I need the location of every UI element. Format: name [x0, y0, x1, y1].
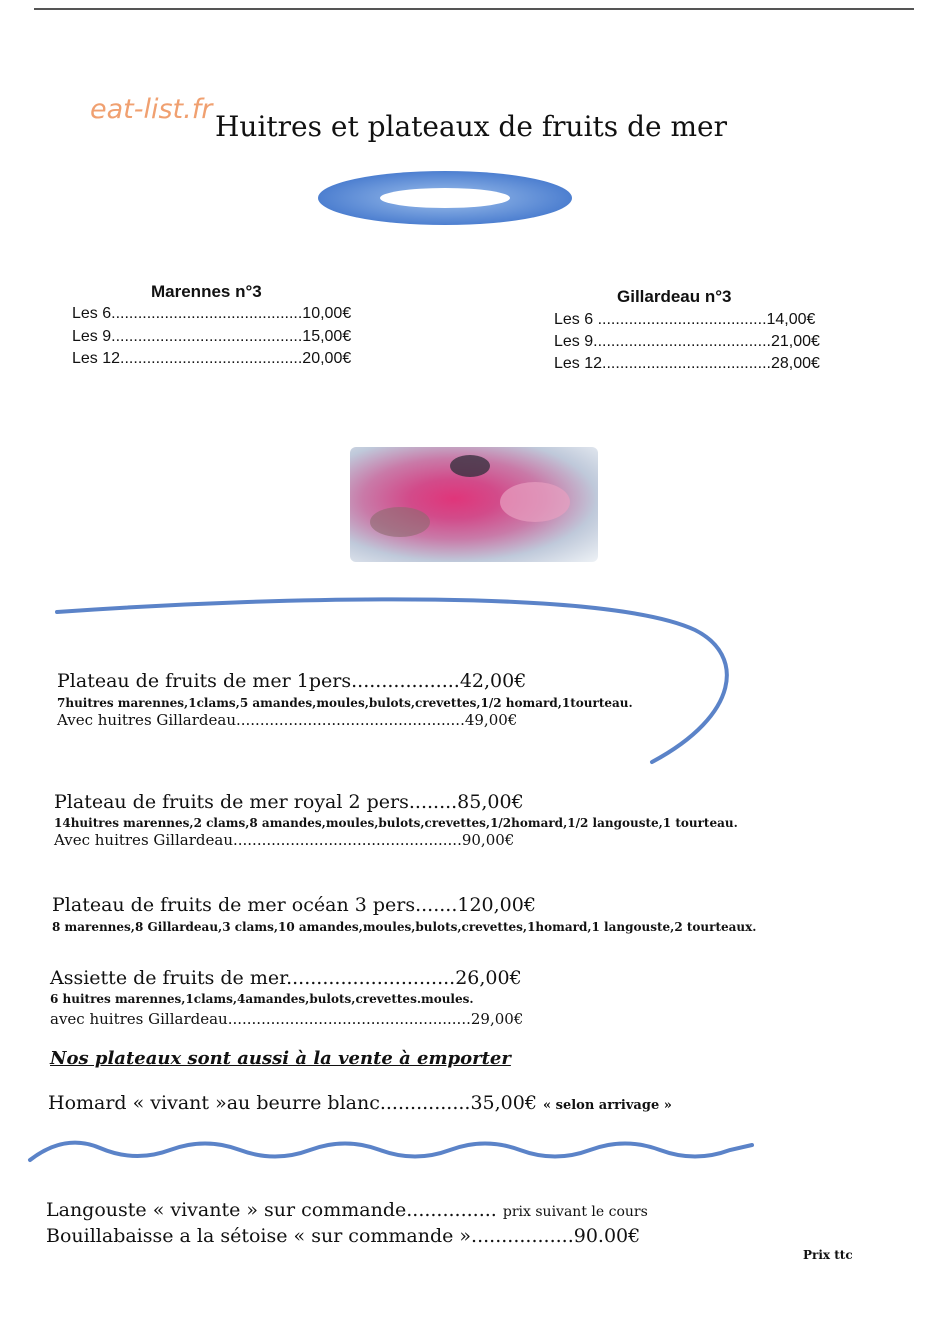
- plateau-1pers-option: Avec huitres Gillardeau................................................49,00€: [57, 711, 518, 729]
- marennes-price-12: Les 12.........................................20,00€: [72, 350, 352, 367]
- bouillabaisse-line: Bouillabaisse a la sétoise « sur commande ».................90.00€: [46, 1225, 641, 1247]
- plateau-royal-desc: 14huitres marennes,2 clams,8 amandes,moules,bulots,crevettes,1/2homard,1/2 langouste,1 tourteau.: [54, 816, 738, 830]
- langouste-suffix: prix suivant le cours: [502, 1204, 648, 1220]
- gillardeau-price-6: Les 6 ......................................14,00€: [554, 311, 816, 328]
- plateau-royal-option: Avec huitres Gillardeau................................................90,00€: [54, 831, 515, 849]
- marennes-price-6: Les 6...........................................10,00€: [72, 305, 352, 322]
- assiette-option: avec huitres Gillardeau...................................................29,00€: [50, 1010, 524, 1028]
- langouste-line: [46, 1199, 648, 1221]
- seafood-platter-photo: [350, 447, 598, 562]
- page-title: Huitres et plateaux de fruits de mer: [215, 110, 727, 143]
- plateau-ocean-title: Plateau de fruits de mer océan 3 pers.......120,00€: [52, 894, 536, 916]
- plateau-ocean-desc: 8 marennes,8 Gillardeau,3 clams,10 amandes,moules,bulots,crevettes,1homard,1 langouste,2 tourteaux.: [52, 920, 757, 934]
- gillardeau-title: Gillardeau n°3: [617, 287, 732, 306]
- site-watermark: eat-list.fr: [90, 94, 213, 125]
- marennes-price-9: Les 9...........................................15,00€: [72, 328, 352, 345]
- prices-footnote: Prix ttc: [803, 1248, 853, 1262]
- plateau-1pers-title: Plateau de fruits de mer 1pers..................42,00€: [57, 670, 527, 692]
- takeaway-note: Nos plateaux sont aussi à la vente à emporter: [50, 1048, 511, 1069]
- assiette-desc: 6 huitres marennes,1clams,4amandes,bulots,crevettes.moules.: [50, 992, 474, 1006]
- gillardeau-price-12: Les 12......................................28,00€: [554, 355, 820, 372]
- gillardeau-price-9: Les 9........................................21,00€: [554, 333, 820, 350]
- homard-line: [48, 1092, 672, 1114]
- assiette-title: Assiette de fruits de mer............................26,00€: [50, 967, 522, 989]
- marennes-title: Marennes n°3: [151, 282, 262, 301]
- wave-divider: [30, 1143, 752, 1160]
- plateau-royal-title: Plateau de fruits de mer royal 2 pers........85,00€: [54, 791, 524, 813]
- plateau-1pers-desc: 7huitres marennes,1clams,5 amandes,moules,bulots,crevettes,1/2 homard,1tourteau.: [57, 696, 633, 710]
- homard-text: Homard « vivant »au beurre blanc...............35,00€: [48, 1092, 537, 1114]
- langouste-text: Langouste « vivante » sur commande...............: [46, 1199, 497, 1221]
- homard-suffix: « selon arrivage »: [542, 1098, 672, 1113]
